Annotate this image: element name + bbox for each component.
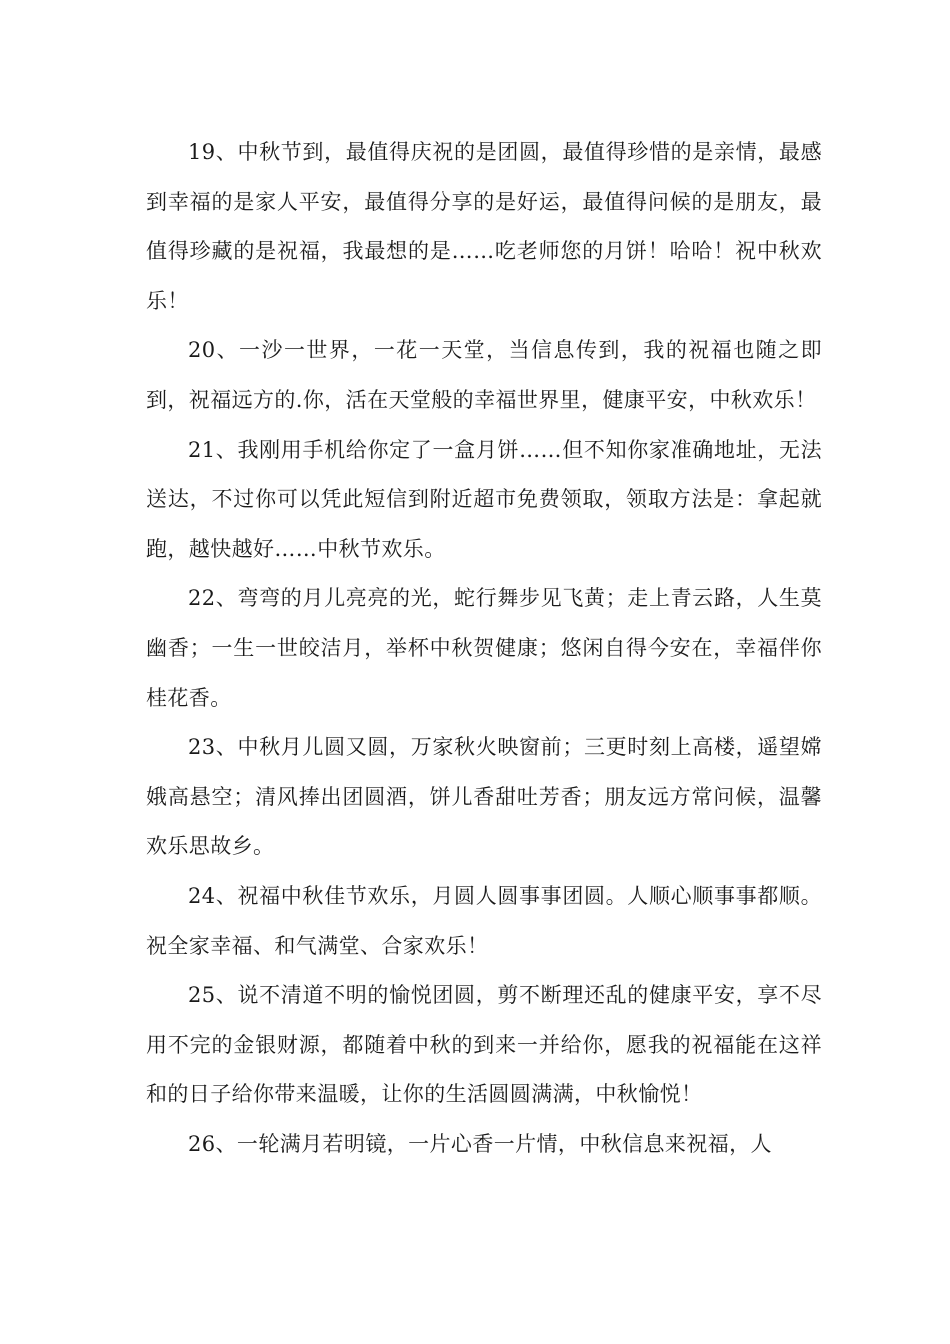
paragraph-26: 26、一轮满月若明镜，一片心香一片情，中秋信息来祝福，人: [188, 1131, 772, 1156]
paragraph-20: 20、一沙一世界，一花一天堂，当信息传到，我的祝福也随之即到，祝福远方的.你，活在天堂般的幸福世界里，健康平安，中秋欢乐！: [146, 338, 822, 412]
paragraph-23: 23、中秋月儿圆又圆，万家秋火映窗前；三更时刻上高楼，遥望嫦娥高悬空；清风捧出团圆酒，饼儿香甜吐芳香；朋友远方常问候，温馨欢乐思故乡。: [146, 735, 822, 859]
paragraph-25: 25、说不清道不明的愉悦团圆，剪不断理还乱的健康平安，享不尽用不完的金银财源，都随着中秋的到来一并给你，愿我的祝福能在这祥和的日子给你带来温暖，让你的生活圆圆满满，中秋愉悦！: [146, 983, 822, 1107]
paragraph-24: 24、祝福中秋佳节欢乐，月圆人圆事事团圆。人顺心顺事事都顺。祝全家幸福、和气满堂、合家欢乐！: [146, 883, 822, 958]
paragraph-19: 19、中秋节到，最值得庆祝的是团圆，最值得珍惜的是亲情，最感到幸福的是家人平安，最值得分享的是好运，最值得问候的是朋友，最值得珍藏的是祝福，我最想的是……吃老师您的月饼！哈哈！祝中秋欢乐！: [146, 140, 822, 313]
paragraph-21: 21、我刚用手机给你定了一盒月饼……但不知你家准确地址，无法送达，不过你可以凭此短信到附近超市免费领取，领取方法是：拿起就跑，越快越好……中秋节欢乐。: [146, 437, 822, 561]
paragraph-22: 22、弯弯的月儿亮亮的光，蛇行舞步见飞黄；走上青云路，人生莫幽香；一生一世皎洁月，举杯中秋贺健康；悠闲自得今安在，幸福伴你桂花香。: [146, 586, 822, 710]
document-body: [146, 128, 822, 1169]
